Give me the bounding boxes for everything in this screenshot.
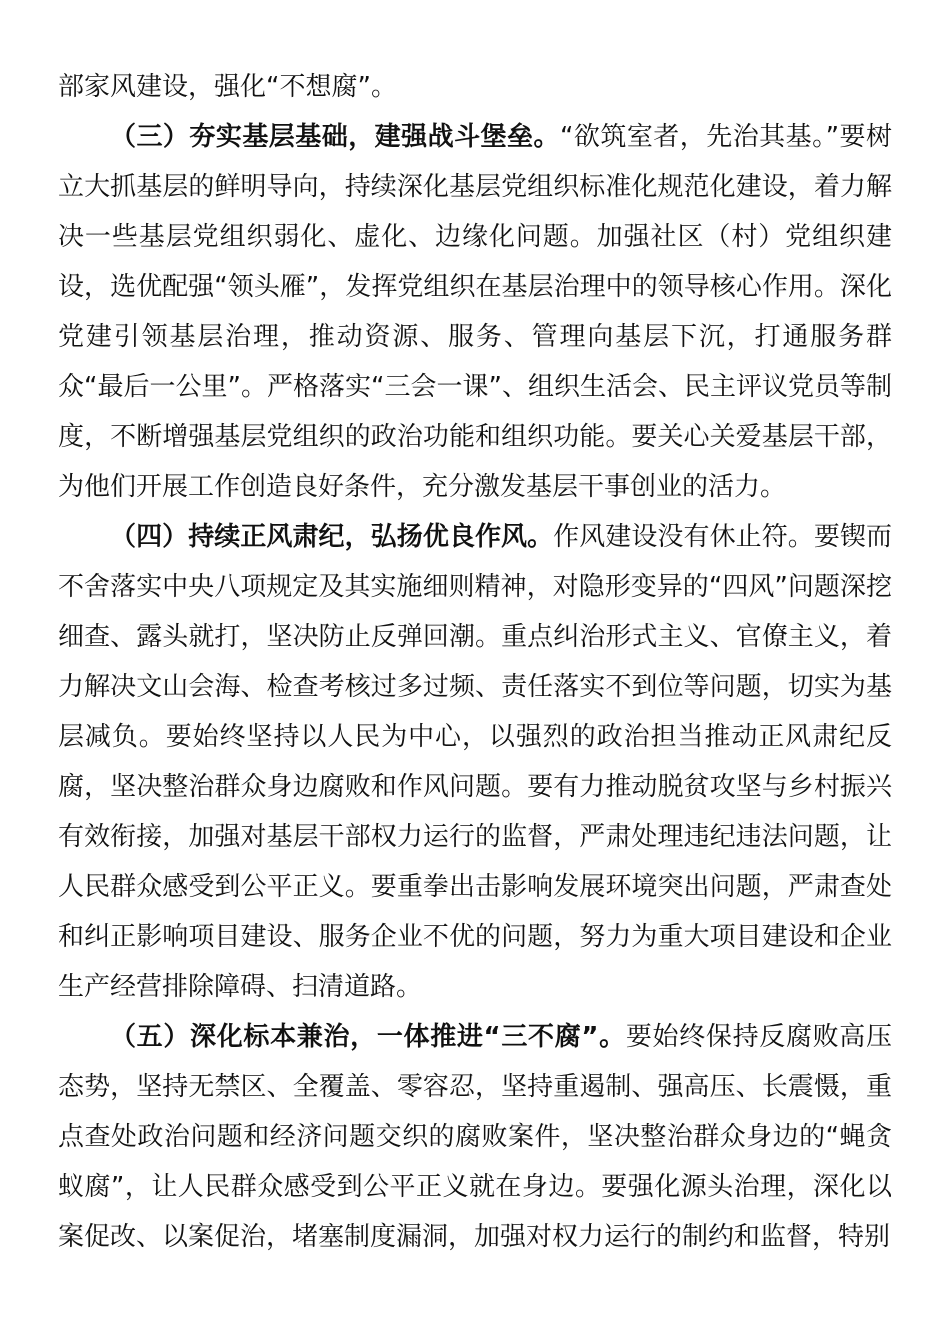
paragraph-section-3 <box>58 112 892 512</box>
paragraph-text: 要始终保持反腐败高压态势，坚持无禁区、全覆盖、零容忍，坚持重遏制、强高压、长震慑，重点查处政治问题和经济问题交织的腐败案件，坚决整治群众身边的“蝇贪蚁腐”，让人民群众感受到公平正义就在身边。要强化源头治理，深化以案促改、以案促治，堵塞制度漏洞，加强对权力运行的制约和监督，特别 <box>58 1022 892 1252</box>
document-body <box>58 62 892 1262</box>
paragraph-continuation <box>58 62 892 112</box>
paragraph-text: “欲筑室者，先治其基。”要树立大抓基层的鲜明导向，持续深化基层党组织标准化规范化建设，着力解决一些基层党组织弱化、虚化、边缘化问题。加强社区（村）党组织建设，选优配强“领头雁”，发挥党组织在基层治理中的领导核心作用。深化党建引领基层治理，推动资源、服务、管理向基层下沉，打通服务群众“最后一公里”。严格落实“三会一课”、组织生活会、民主评议党员等制度，不断增强基层党组织的政治功能和组织功能。要关心关爱基层干部，为他们开展工作创造良好条件，充分激发基层干事创业的活力。 <box>58 122 892 502</box>
section-heading: （四）持续正风肃纪，弘扬优良作风。 <box>110 522 554 552</box>
paragraph-text: 部家风建设，强化“不想腐”。 <box>58 72 397 102</box>
paragraph-text: 作风建设没有休止符。要锲而不舍落实中央八项规定及其实施细则精神，对隐形变异的“四风”问题深挖细查、露头就打，坚决防止反弹回潮。重点纠治形式主义、官僚主义，着力解决文山会海、检查考核过多过频、责任落实不到位等问题，切实为基层减负。要始终坚持以人民为中心，以强烈的政治担当推动正风肃纪反腐，坚决整治群众身边腐败和作风问题。要有力推动脱贫攻坚与乡村振兴有效衔接，加强对基层干部权力运行的监督，严肃处理违纪违法问题，让人民群众感受到公平正义。要重拳出击影响发展环境突出问题，严肃查处和纠正影响项目建设、服务企业不优的问题，努力为重大项目建设和企业生产经营排除障碍、扫清道路。 <box>58 522 892 1002</box>
paragraph-section-5 <box>58 1012 892 1262</box>
section-heading: （三）夯实基层基础，建强战斗堡垒。 <box>110 122 560 152</box>
section-heading: （五）深化标本兼治，一体推进“三不腐”。 <box>110 1022 626 1052</box>
paragraph-section-4 <box>58 512 892 1012</box>
